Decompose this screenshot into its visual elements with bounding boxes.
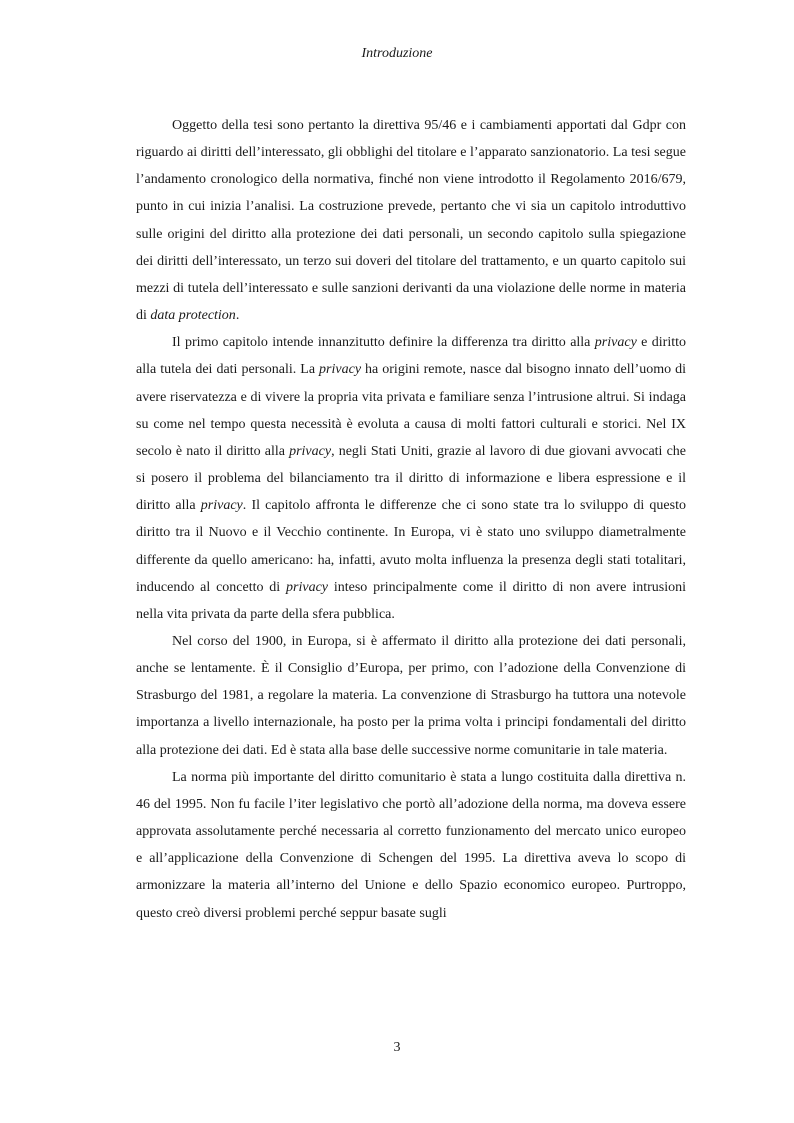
- italic-term: data protection: [150, 308, 236, 324]
- paragraph: [136, 112, 686, 329]
- text-run: La norma più importante del diritto comunitario è stata a lungo costituita dalla direttiva n. 46 del 1995. Non fu facile l’iter legislativo che portò all’adozione della norma, ma doveva essere approvata assolutamente perché necessaria al corretto funzionamento del mercato unico europeo e all’applicazione della Convenzione di Schengen del 1995. La direttiva aveva lo scopo di armonizzare la materia all’interno del Unione e dello Spazio economico europeo. Purtroppo, questo creò diversi problemi perché seppur basate sugli: [136, 769, 686, 921]
- text-run: e diritto alla tutela dei dati personali. La: [136, 335, 686, 378]
- running-header: Introduzione: [361, 46, 433, 61]
- text-run: , negli Stati Uniti, grazie al lavoro di due giovani avvocati che si posero il problema del bilanciamento tra il diritto di informazione e libera espressione e il diritto alla: [136, 443, 686, 514]
- text-run: Nel corso del 1900, in Europa, si è affermato il diritto alla protezione dei dati personali, anche se lentamente. È il Consiglio d’Europa, per primo, con l’adozione della Convenzione di Strasburgo del 1981, a regolare la materia. La convenzione di Strasburgo ha tuttora una notevole importanza a livello internazionale, ha posto per la prima volta i principi fondamentali del diritto alla protezione dei dati. Ed è stata alla base delle successive norme comunitarie in tale materia.: [136, 633, 686, 758]
- text-run: . Il capitolo affronta le differenze che ci sono state tra lo sviluppo di questo diritto tra il Nuovo e il Vecchio continente. In Europa, vi è stato uno sviluppo diametralmente differente da quello americano: ha, infatti, avuto molta influenza la presenza degli stati totalitari, inducendo al concetto di: [136, 498, 686, 595]
- text-run: Oggetto della tesi sono pertanto la direttiva 95/46 e i cambiamenti apportati dal Gdpr con riguardo ai diritti dell’interessato, gli obblighi del titolare e l’apparato sanzionatorio. La tesi segue l’andamento cronologico della normativa, finché non viene introdotto il Regolamento 2016/679, punto in cui inizia l’analisi. La costruzione prevede, pertanto che vi sia un capitolo introduttivo sulle origini del diritto alla protezione dei dati personali, un secondo capitolo sulla spiegazione dei diritti dell’interessato, un terzo sui doveri del titolare del trattamento, e un quarto capitolo sui mezzi di tutela dell’interessato e sulle sanzioni derivanti da una violazione delle norme in materia di: [136, 118, 686, 324]
- italic-term: privacy: [286, 579, 329, 595]
- paragraph: [136, 329, 686, 628]
- italic-term: privacy: [289, 443, 332, 459]
- text-run: inteso principalmente come il diritto di non avere intrusioni nella vita privata da parte della sfera pubblica.: [136, 579, 687, 622]
- text-run: ha origini remote, nasce dal bisogno innato dell’uomo di avere riservatezza e di vivere la propria vita privata e familiare senza l’intrusione altrui. Si indaga su come nel tempo questa necessità è evoluta a causa di molti fattori culturali e storici. Nel IX secolo è nato il diritto alla: [136, 362, 686, 459]
- paragraph: [136, 628, 686, 764]
- text-run: Il primo capitolo intende innanzitutto definire la differenza tra diritto alla: [172, 335, 595, 351]
- paragraph: [136, 764, 686, 927]
- body-text: [136, 112, 686, 927]
- italic-term: privacy: [594, 335, 637, 351]
- page-number: 3: [393, 1040, 401, 1055]
- italic-term: privacy: [319, 362, 362, 378]
- text-run: .: [235, 308, 240, 324]
- italic-term: privacy: [200, 498, 243, 514]
